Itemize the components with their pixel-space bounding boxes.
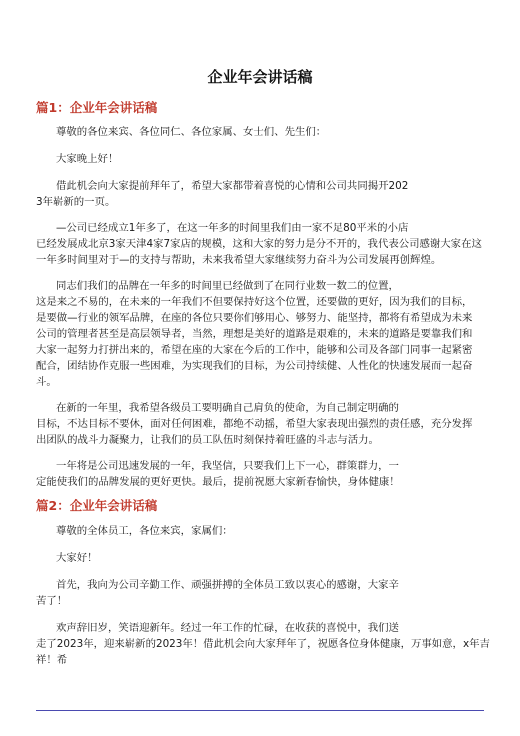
text-line: 大家晚上好！ <box>56 153 119 165</box>
section-1-paragraph-6 <box>36 400 486 448</box>
text-line: 公司的管理者甚至是高层领导者，当然，理想是美好的道路是艰难的，未来的道路是要靠我们和 <box>36 328 473 340</box>
section-1-paragraph-5 <box>36 278 486 390</box>
text-line: 是要做—行业的领军品牌，在座的各位只要你们够用心、够努力、能坚持，都将有希望成为未来 <box>36 312 473 324</box>
text-line: 配合，团结协作克服一些困难，为实现我们的目标，为公司持续健、人性化的快速发展而一起奋 <box>36 360 473 372</box>
text-line: 欢声辞旧岁，笑语迎新年。经过一年工作的忙碌，在收获的喜悦中，我们送 <box>56 622 399 634</box>
text-line: 3年崭新的一页。 <box>36 196 116 208</box>
section-2-paragraph-3 <box>36 577 486 609</box>
text-line: 出团队的战斗力凝聚力，让我们的员工队伍时刻保持着旺盛的斗志与活力。 <box>36 434 379 446</box>
section-1-paragraph-3 <box>36 178 486 210</box>
section-1-paragraph-2 <box>36 151 486 167</box>
section-1-paragraph-7 <box>36 458 486 490</box>
text-line: 一年将是公司迅速发展的一年，我坚信，只要我们上下一心，群策群力，一 <box>56 460 399 472</box>
text-line: 一年多时间里对于—的支持与帮助，未来我希望大家继续努力奋斗为公司发展再创辉煌。 <box>36 254 442 266</box>
text-line: 在新的一年里，我希望各级员工要明确自己肩负的使命，为自己制定明确的 <box>56 402 399 414</box>
text-line: 同志们我们的品牌在一年多的时间里已经做到了在同行业数一数二的位置， <box>56 280 399 292</box>
document-title: 企业年会讲话稿 <box>207 68 313 86</box>
text-line: 这是来之不易的，在未来的一年我们不但要保持好这个位置，还要做的更好，因为我们的目标， <box>36 296 473 308</box>
section-2-paragraph-4 <box>36 620 490 668</box>
section-1-heading: 篇1：企业年会讲话稿 <box>36 100 158 115</box>
text-line: 尊敬的各位来宾、各位同仁、各位家属、女士们、先生们： <box>56 126 327 138</box>
text-line: 祥！希 <box>36 654 68 666</box>
text-line: 大家好！ <box>56 552 98 564</box>
text-line: 目标，不达目标不要休，面对任何困难，都绝不动摇，希望大家表现出强烈的责任感，充分发挥 <box>36 418 473 430</box>
section-2-heading: 篇2：企业年会讲话稿 <box>36 498 158 513</box>
text-line: 尊敬的全体员工，各位来宾，家属们： <box>56 525 233 537</box>
text-line: 走了2023年，迎来崭新的2023年！借此机会向大家拜年了，祝愿各位身体健康，万事如意，x年吉 <box>36 638 490 650</box>
text-line: 借此机会向大家提前拜年了，希望大家都带着喜悦的心情和公司共同揭开202 <box>56 180 409 192</box>
text-line: 定能使我们的品牌发展的更好更快。最后，提前祝愿大家新春愉快，身体健康！ <box>36 476 400 488</box>
section-1-paragraph-1 <box>36 124 486 140</box>
text-line: 斗。 <box>36 376 57 388</box>
section-1-paragraph-4 <box>36 220 486 268</box>
footer-divider <box>36 710 484 711</box>
text-line: 已经发展成北京3家天津4家7家店的规模，这和大家的努力是分不开的，我代表公司感谢大家在这 <box>36 238 482 250</box>
text-line: 首先，我向为公司辛勤工作、顽强拼搏的全体员工致以衷心的感谢，大家辛 <box>56 579 399 591</box>
section-2-paragraph-1 <box>36 523 486 539</box>
text-line: —公司已经成立1年多了，在这一年多的时间里我们由一家不足80平米的小店 <box>56 222 409 234</box>
text-line: 苦了！ <box>36 595 68 607</box>
text-line: 大家一起努力打拼出来的，希望在座的大家在今后的工作中，能够和公司及各部门同事一起紧密 <box>36 344 473 356</box>
section-2-paragraph-2 <box>36 550 486 566</box>
